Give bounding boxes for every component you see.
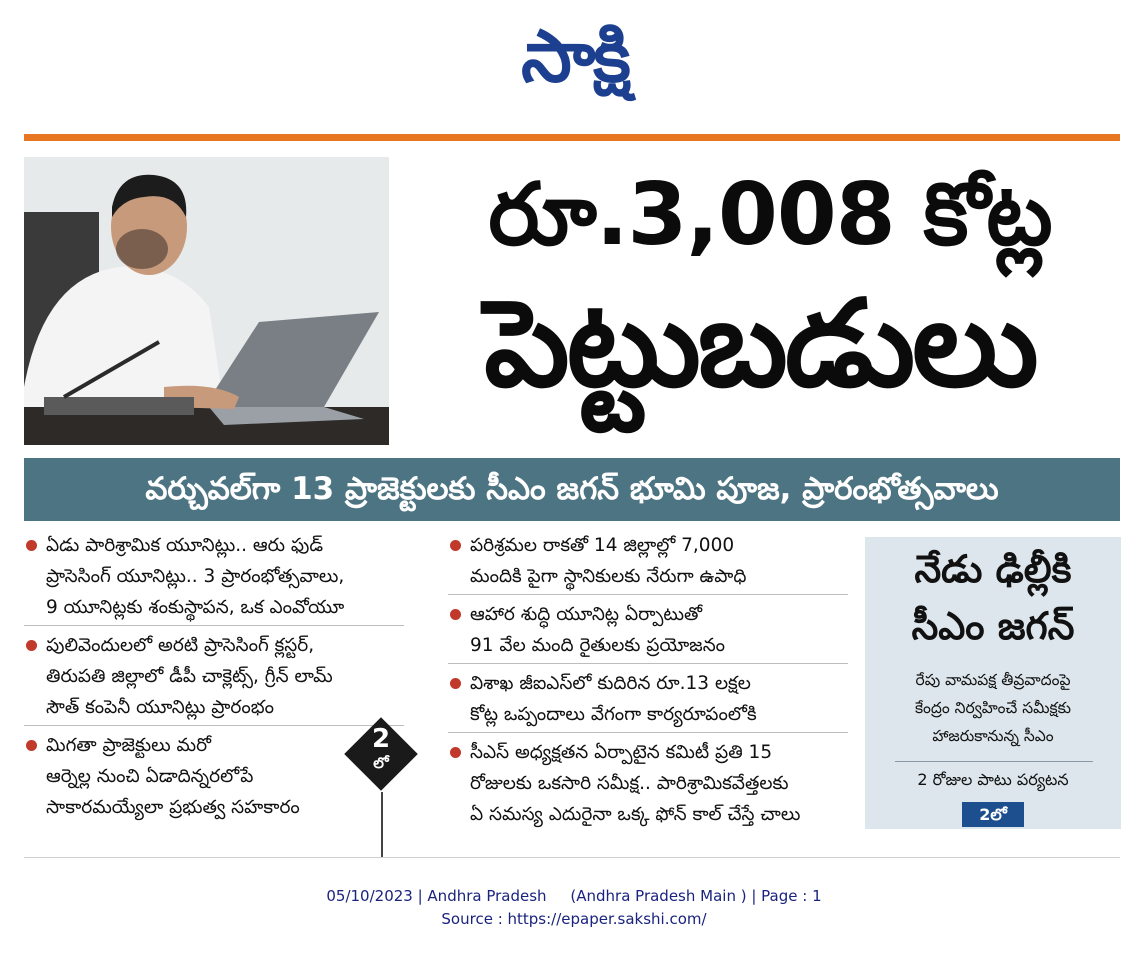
bullet-dot-icon — [450, 609, 461, 620]
bullet-item — [24, 630, 404, 726]
bullet-line: రోజులకు ఒకసారి సమీక్ష.. పారిశ్రామికవేత్తలకు — [470, 773, 789, 794]
subheadline-banner — [24, 458, 1120, 521]
bullet-item — [448, 599, 848, 664]
cm-at-laptop-illustration — [24, 157, 389, 445]
cm-photo — [24, 157, 389, 445]
footer-edition-info: 05/10/2023 | Andhra Pradesh (Andhra Pradesh Main ) | Page : 1 — [326, 887, 822, 905]
headline-line-2: పెట్టుబడులు — [484, 275, 1036, 414]
bullet-item — [448, 737, 848, 832]
bullet-line: సీఎస్‌ అధ్యక్షతన ఏర్పాటైన కమిటీ ప్రతి 15 — [470, 742, 773, 763]
bullet-item — [448, 530, 848, 595]
bullet-line: ప్రాసెసింగ్‌ యూనిట్లు.. 3 ప్రారంభోత్సవాలు, — [46, 566, 345, 587]
headline-line-1: రూ.3,008 కోట్ల — [488, 165, 1052, 265]
jump-marker-number: 2 — [371, 724, 391, 754]
side-story-tour-text: 2 రోజుల పాటు పర్యటన — [917, 770, 1069, 789]
bullet-line: సౌత్‌ కంపెనీ యూనిట్లు ప్రారంభం — [46, 697, 274, 718]
bullet-line: సాకారమయ్యేలా ప్రభుత్వ సహకారం — [46, 797, 300, 818]
footer-rule — [24, 857, 1120, 858]
side-story-body-line: హాజరుకానున్న సీఎం — [932, 727, 1054, 745]
bullet-dot-icon — [26, 540, 37, 551]
bullet-line: మందికి పైగా స్థానికులకు నేరుగా ఉపాధి — [470, 566, 747, 587]
bullet-dot-icon — [450, 678, 461, 689]
side-story-title-line-2: సీఎం జగన్‌ — [911, 604, 1075, 648]
bullet-line: ఏడు పారిశ్రామిక యూనిట్లు.. ఆరు ఫుడ్‌ — [46, 535, 324, 556]
bullet-item — [448, 668, 848, 733]
bullet-line: ఏ సమస్య ఎదురైనా ఒక్క ఫోన్‌ కాల్‌ చేస్తే చాలు — [470, 804, 801, 825]
bullet-line: 91 వేల మంది రైతులకు ప్రయోజనం — [470, 635, 726, 656]
bullet-line: ఆర్నెల్ల నుంచి ఏడాదిన్నరలోపే — [46, 766, 254, 787]
bullet-line: ఆహార శుద్ధి యూనిట్ల ఏర్పాటుతో — [470, 604, 703, 625]
jump-marker-suffix: లో — [373, 754, 389, 772]
side-story-body-line: రేపు వామపక్ష తీవ్రవాదంపై — [915, 671, 1071, 689]
sakshi-logo — [470, 6, 680, 106]
side-story-body — [870, 666, 1116, 750]
bullet-line: విశాఖ జీఐఎస్‌లో కుదిరిన రూ.13 లక్షల — [470, 673, 751, 694]
bullet-dot-icon — [26, 640, 37, 651]
footer-source: Source : https://epaper.sakshi.com/ — [441, 910, 707, 928]
bullet-line: పరిశ్రమల రాకతో 14 జిల్లాల్లో 7,000 — [470, 535, 735, 556]
banner-text: వర్చువల్‌గా 13 ప్రాజెక్టులకు సీఎం జగన్‌ భూమి పూజ, ప్రారంభోత్సవాలు — [145, 471, 999, 507]
logo-text: సాక్షి — [521, 14, 629, 98]
bullet-dot-icon — [26, 740, 37, 751]
bullet-dot-icon — [450, 540, 461, 551]
bullet-dot-icon — [450, 747, 461, 758]
column-divider — [381, 792, 383, 858]
bullet-line: తిరుపతి జిల్లాలో డీపీ చాక్లెట్స్‌, గ్రీన్‌ లామ్‌ — [46, 666, 333, 687]
side-story-body-line: కేంద్రం నిర్వహించే సమీక్షకు — [914, 699, 1072, 717]
bullet-line: కోట్ల ఒప్పందాలు వేగంగా కార్యరూపంలోకి — [470, 704, 757, 725]
side-story-title-line-1: నేడు ఢిల్లీకి — [914, 547, 1072, 591]
masthead-rule — [24, 134, 1120, 141]
side-story-page-badge: 2లో — [962, 802, 1024, 827]
jump-marker — [345, 718, 417, 790]
bullet-item — [24, 530, 404, 626]
middle-bullet-column — [448, 530, 848, 836]
bullet-line: పులివెందులలో అరటి ప్రాసెసింగ్‌ క్లస్టర్‌, — [46, 635, 315, 656]
bullet-line: మిగతా ప్రాజెక్టులు మరో — [46, 735, 211, 756]
side-story-divider — [895, 761, 1093, 762]
bullet-line: 9 యూనిట్లకు శంకుస్థాపన, ఒక ఎంవోయూ — [46, 597, 345, 618]
